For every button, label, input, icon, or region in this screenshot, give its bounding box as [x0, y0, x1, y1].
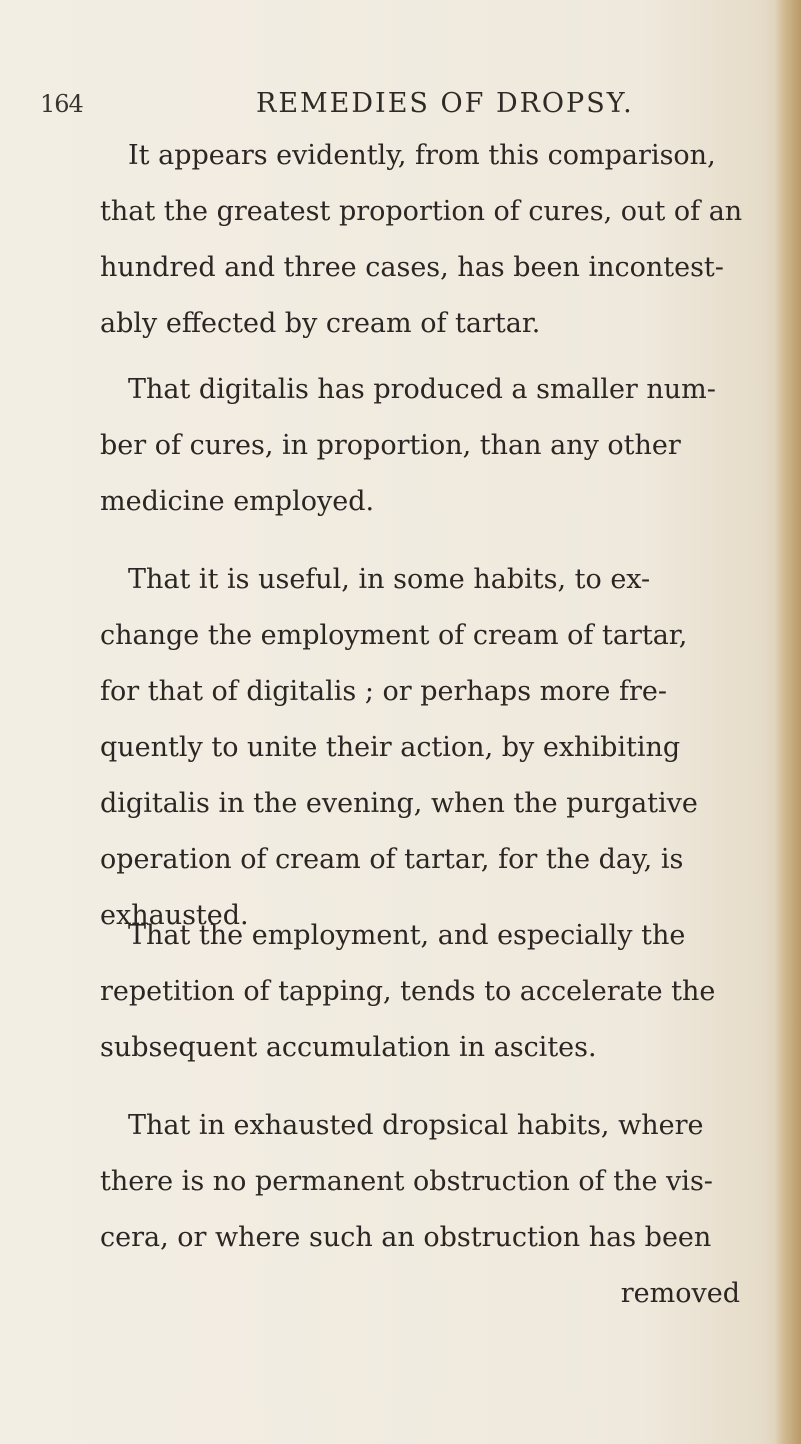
- text-line: It appears evidently, from this comparison,: [128, 140, 716, 171]
- page-number: 164: [40, 90, 83, 118]
- text-line: That digitalis has produced a smaller num-: [128, 374, 716, 405]
- text-line: there is no permanent obstruction of the vis-: [100, 1166, 713, 1197]
- text-line: hundred and three cases, has been incontest-: [100, 252, 724, 283]
- paragraph-tapping: [100, 908, 715, 1076]
- paragraph-comparison: [100, 128, 742, 352]
- text-line: cera, or where such an obstruction has been: [100, 1222, 712, 1253]
- text-line: That in exhausted dropsical habits, where: [128, 1110, 704, 1141]
- text-line: repetition of tapping, tends to accelerate the: [100, 976, 716, 1007]
- catchword-line: removed: [620, 1278, 740, 1309]
- text-line: ber of cures, in proportion, than any other: [100, 430, 681, 461]
- text-line: That the employment, and especially the: [128, 920, 686, 951]
- text-line: change the employment of cream of tartar,: [100, 620, 688, 651]
- page-edge-shadow: [775, 0, 801, 1444]
- text-line: medicine employed.: [100, 486, 375, 517]
- paragraph-exhausted-habits: [100, 1098, 740, 1322]
- text-line: for that of digitalis ; or perhaps more fre-: [100, 676, 667, 707]
- paragraph-digitalis: [100, 362, 716, 530]
- text-line: quently to unite their action, by exhibiting: [100, 732, 681, 763]
- text-line: subsequent accumulation in ascites.: [100, 1032, 597, 1063]
- text-line: That it is useful, in some habits, to ex-: [128, 564, 651, 595]
- text-line: operation of cream of tartar, for the day, is: [100, 844, 684, 875]
- text-line: digitalis in the evening, when the purgative: [100, 788, 698, 819]
- page-header: [40, 88, 740, 128]
- running-title: REMEDIES OF DROPSY.: [256, 88, 634, 119]
- text-line: that the greatest proportion of cures, out of an: [100, 196, 743, 227]
- text-line: ably effected by cream of tartar.: [100, 308, 541, 339]
- paragraph-exchange: [100, 552, 698, 944]
- text-line: exhausted.: [100, 900, 249, 931]
